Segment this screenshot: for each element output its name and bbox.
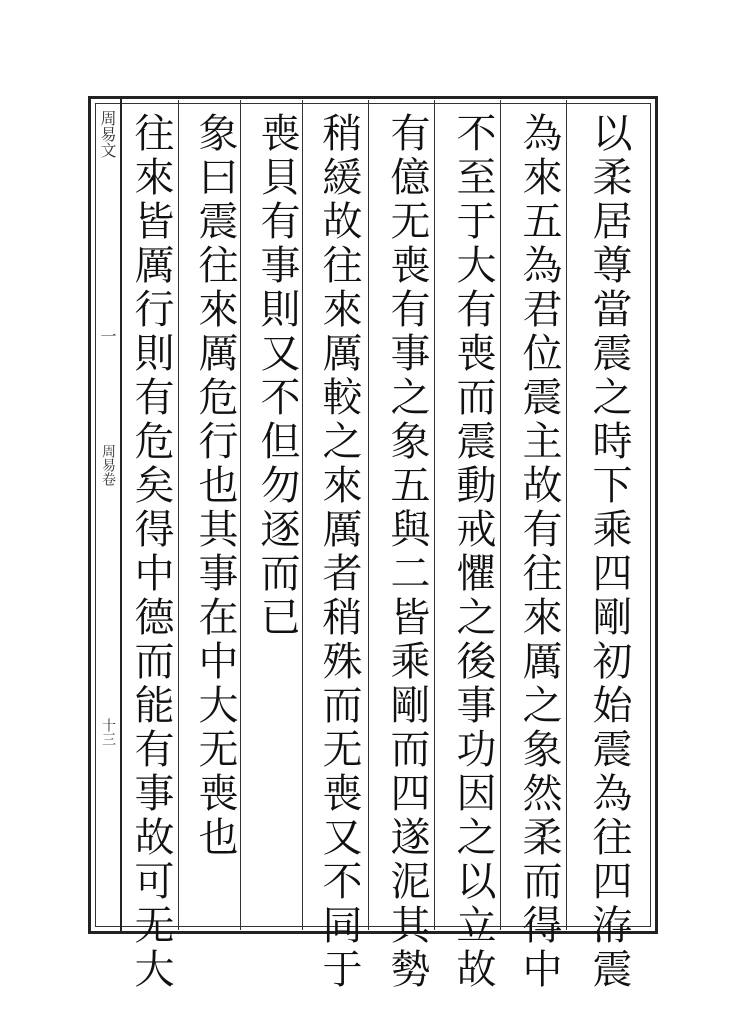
text-column-6: 喪貝有事則又不但勿逐而已 — [254, 112, 300, 640]
column-rule — [500, 100, 501, 930]
text-column-8: 往來皆厲行則有危矣得中德而能有事故可无大 — [128, 112, 174, 992]
banxin-section-label: 周易卷 — [100, 444, 116, 486]
column-rule — [368, 100, 369, 930]
banxin-strip — [88, 96, 122, 934]
text-column-3: 不至于大有喪而震動戒懼之後事功因之以立故 — [450, 112, 496, 992]
banxin-mark: 一 — [98, 328, 117, 344]
text-column-4: 有億无喪有事之象五與二皆乘剛而四遂泥其勢 — [384, 112, 430, 992]
text-column-7: 象曰震往來厲危行也其事在中大无喪也 — [192, 112, 238, 860]
text-column-5: 稍緩故往來厲較之來厲者稍殊而无喪又不同于 — [316, 112, 362, 992]
banxin-page-number: 十三 — [100, 718, 116, 746]
column-rule — [566, 100, 567, 930]
banxin-title: 周易文 — [98, 110, 117, 158]
column-rule — [434, 100, 435, 930]
text-column-2: 為來五為君位震主故有往來厲之象然柔而得中 — [516, 112, 562, 992]
column-rule — [178, 100, 179, 930]
text-column-1: 以柔居尊當震之時下乘四剛初始震為往四洊震 — [586, 112, 632, 992]
